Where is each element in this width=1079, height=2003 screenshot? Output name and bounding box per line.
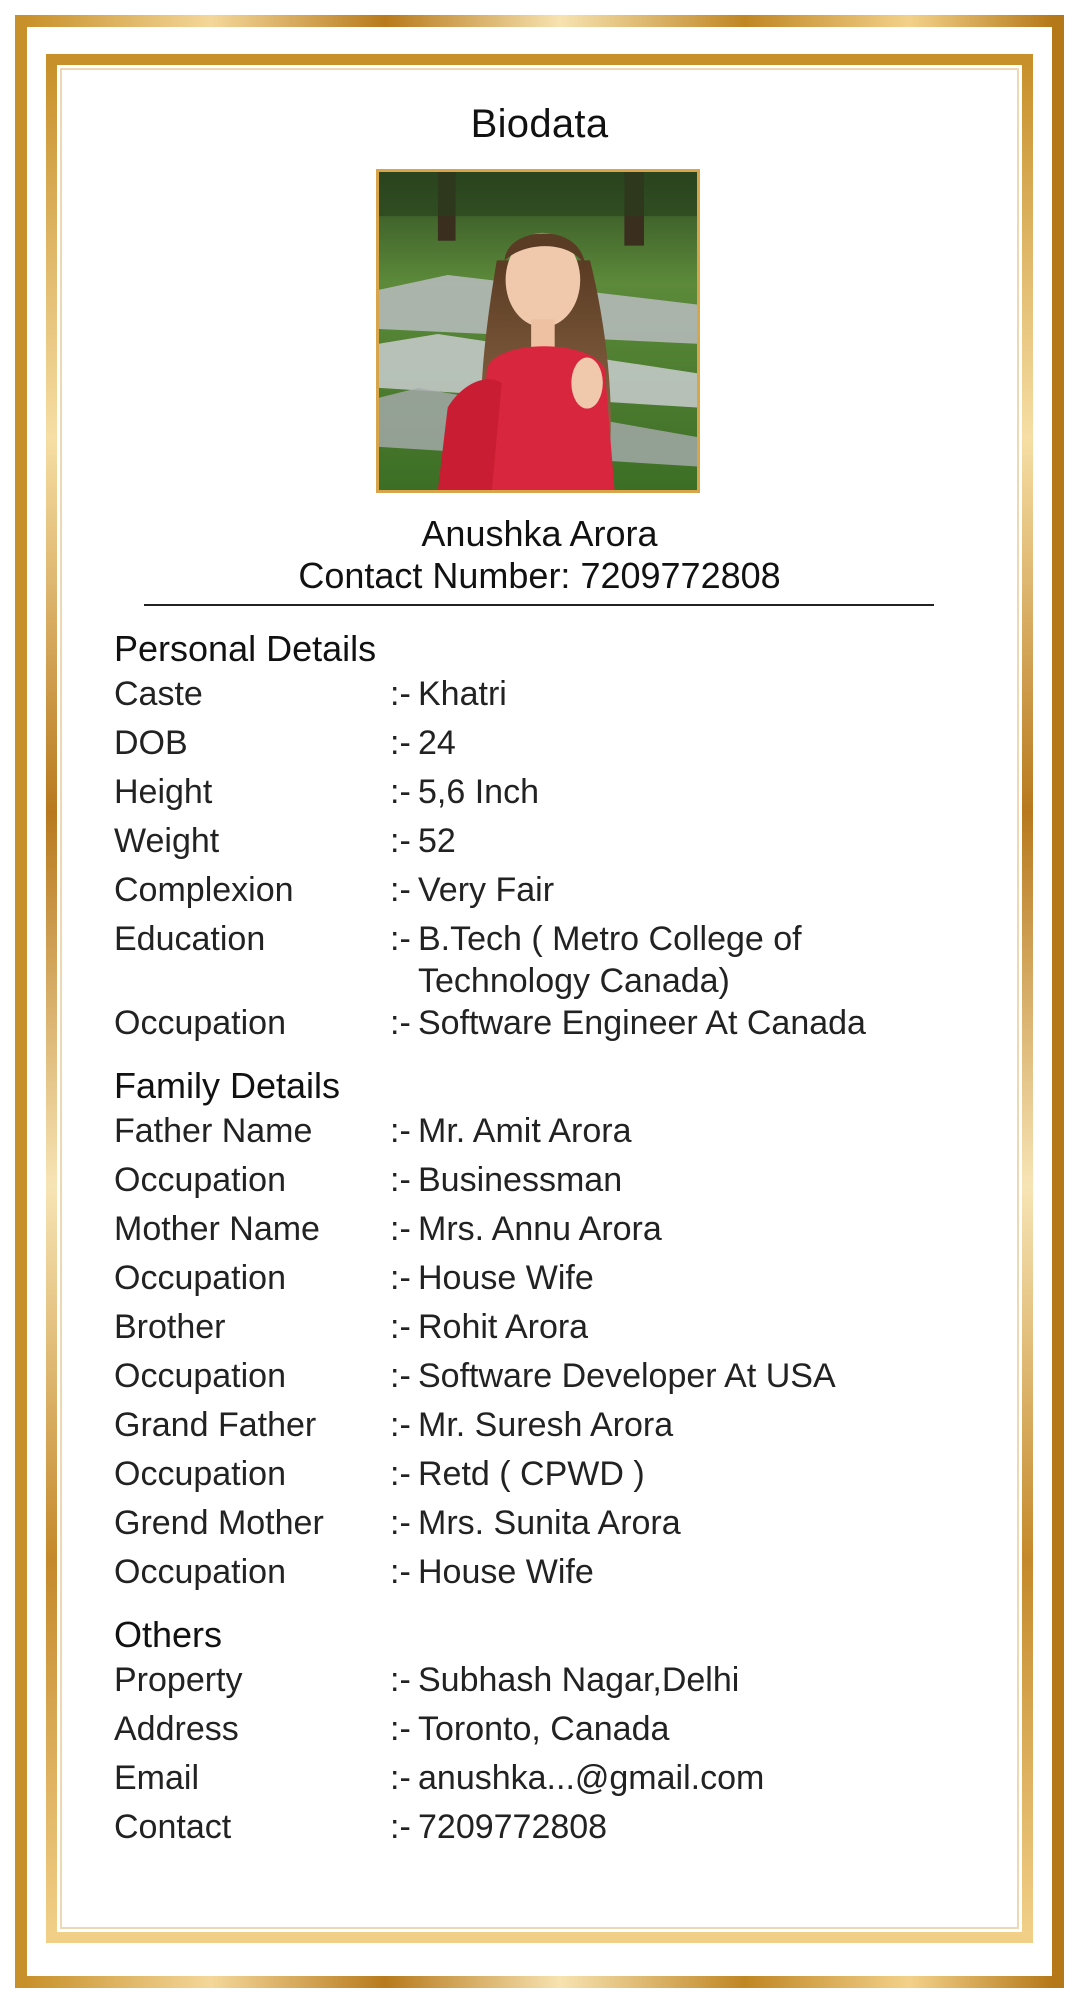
detail-row bbox=[114, 1208, 954, 1257]
detail-value: Retd ( CPWD ) bbox=[418, 1455, 645, 1493]
contact-value: 7209772808 bbox=[418, 1808, 608, 1846]
detail-separator: :- bbox=[390, 773, 411, 811]
detail-value: Mr. Amit Arora bbox=[418, 1112, 632, 1150]
detail-row bbox=[114, 1453, 954, 1502]
detail-label: Grand Father bbox=[114, 1406, 317, 1444]
detail-row bbox=[114, 820, 954, 869]
detail-label: Caste bbox=[114, 675, 203, 713]
detail-value: Mr. Suresh Arora bbox=[418, 1406, 674, 1444]
detail-row bbox=[114, 1002, 954, 1051]
detail-label: Occupation bbox=[114, 1455, 286, 1493]
detail-separator: :- bbox=[390, 1004, 411, 1042]
detail-label: Weight bbox=[114, 822, 220, 860]
detail-separator: :- bbox=[390, 1661, 411, 1699]
detail-separator: :- bbox=[390, 920, 411, 958]
detail-separator: :- bbox=[390, 1455, 411, 1493]
detail-separator: :- bbox=[390, 871, 411, 909]
detail-row bbox=[114, 1551, 954, 1600]
detail-label: Occupation bbox=[114, 1553, 286, 1591]
profile-name: Anushka Arora bbox=[421, 513, 658, 554]
detail-row bbox=[114, 771, 954, 820]
detail-label: Mother Name bbox=[114, 1210, 320, 1248]
detail-value: Subhash Nagar,Delhi bbox=[418, 1661, 740, 1699]
section-heading-family: Family Details bbox=[114, 1065, 341, 1106]
detail-row bbox=[114, 1355, 954, 1404]
detail-value: House Wife bbox=[418, 1259, 594, 1297]
page-title: Biodata bbox=[470, 102, 609, 146]
detail-value: Khatri bbox=[418, 675, 507, 713]
detail-separator: :- bbox=[390, 1808, 411, 1846]
detail-value: Mrs. Annu Arora bbox=[418, 1210, 662, 1248]
detail-value: Rohit Arora bbox=[418, 1308, 589, 1346]
detail-label: Father Name bbox=[114, 1112, 313, 1150]
header-divider bbox=[144, 604, 934, 606]
detail-value: 24 bbox=[418, 724, 456, 762]
detail-separator: :- bbox=[390, 1259, 411, 1297]
detail-separator: :- bbox=[390, 1710, 411, 1748]
detail-value: House Wife bbox=[418, 1553, 594, 1591]
detail-separator: :- bbox=[390, 1357, 411, 1395]
detail-value: Mrs. Sunita Arora bbox=[418, 1504, 681, 1542]
detail-row bbox=[114, 1659, 954, 1708]
detail-label: Address bbox=[114, 1710, 239, 1748]
detail-row bbox=[114, 1257, 954, 1306]
detail-label: Contact bbox=[114, 1808, 232, 1846]
detail-row bbox=[114, 1306, 954, 1355]
biodata-details bbox=[114, 624, 954, 1855]
detail-row bbox=[114, 1404, 954, 1453]
detail-row bbox=[114, 918, 954, 1002]
detail-row bbox=[114, 673, 954, 722]
section-heading-personal: Personal Details bbox=[114, 628, 377, 669]
detail-label: Complexion bbox=[114, 871, 294, 909]
detail-label: Grend Mother bbox=[114, 1504, 324, 1542]
detail-row bbox=[114, 1110, 954, 1159]
detail-label: Occupation bbox=[114, 1357, 286, 1395]
detail-label: Education bbox=[114, 920, 266, 958]
detail-label: Occupation bbox=[114, 1161, 286, 1199]
detail-row bbox=[114, 1757, 954, 1806]
detail-separator: :- bbox=[390, 724, 411, 762]
detail-value: Businessman bbox=[418, 1161, 623, 1199]
section-heading-others: Others bbox=[114, 1614, 223, 1655]
detail-value: Software Engineer At Canada bbox=[418, 1004, 866, 1042]
detail-separator: :- bbox=[390, 1308, 411, 1346]
detail-separator: :- bbox=[390, 1504, 411, 1542]
detail-value: 5,6 Inch bbox=[418, 773, 539, 811]
detail-row bbox=[114, 1806, 954, 1855]
detail-separator: :- bbox=[390, 822, 411, 860]
detail-value: Very Fair bbox=[418, 871, 555, 909]
detail-label: DOB bbox=[114, 724, 188, 762]
detail-separator: :- bbox=[390, 1759, 411, 1797]
detail-label: Email bbox=[114, 1759, 200, 1797]
detail-row bbox=[114, 1159, 954, 1208]
detail-separator: :- bbox=[390, 1161, 411, 1199]
detail-row bbox=[114, 869, 954, 918]
detail-row bbox=[114, 1502, 954, 1551]
detail-row bbox=[114, 722, 954, 771]
detail-separator: :- bbox=[390, 1112, 411, 1150]
detail-row bbox=[114, 1708, 954, 1757]
profile-photo bbox=[376, 169, 700, 493]
profile-photo-image bbox=[379, 172, 697, 490]
email-value: anushka...@gmail.com bbox=[418, 1759, 765, 1797]
detail-label: Occupation bbox=[114, 1259, 286, 1297]
profile-contact-number: Contact Number: 7209772808 bbox=[298, 555, 781, 596]
detail-value: 52 bbox=[418, 822, 456, 860]
detail-label: Occupation bbox=[114, 1004, 286, 1042]
detail-value: Software Developer At USA bbox=[418, 1357, 836, 1395]
detail-label: Height bbox=[114, 773, 213, 811]
detail-value: B.Tech ( Metro College of Technology Canada) bbox=[418, 920, 802, 1000]
detail-separator: :- bbox=[390, 675, 411, 713]
detail-separator: :- bbox=[390, 1406, 411, 1444]
detail-separator: :- bbox=[390, 1210, 411, 1248]
detail-label: Brother bbox=[114, 1308, 226, 1346]
detail-separator: :- bbox=[390, 1553, 411, 1591]
detail-value: Toronto, Canada bbox=[418, 1710, 670, 1748]
detail-label: Property bbox=[114, 1661, 243, 1699]
